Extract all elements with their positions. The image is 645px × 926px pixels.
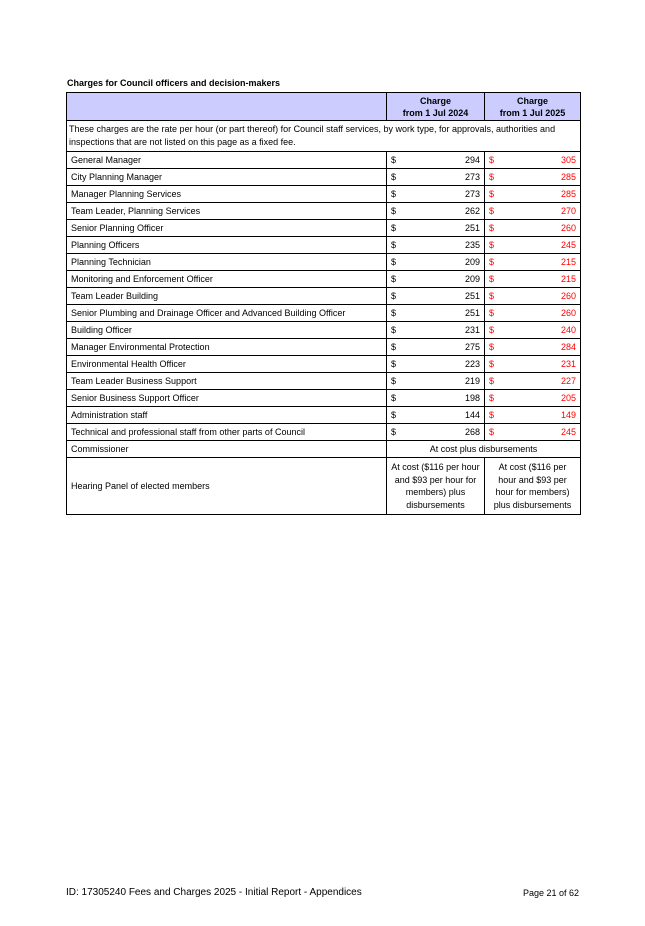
charge-2024-cell [387,220,485,237]
value-2025: 245 [560,240,576,250]
currency-symbol: $ [489,274,495,284]
currency-symbol: $ [489,206,495,216]
header-2025-line2: from 1 Jul 2025 [499,107,566,118]
row-label: Team Leader Business Support [67,373,387,390]
value-2024: 235 [464,240,480,250]
currency-symbol: $ [391,172,397,182]
amount-2025 [489,237,576,253]
commissioner-row [67,441,581,458]
currency-symbol: $ [391,274,397,284]
row-label: Manager Planning Services [67,186,387,203]
hearing-label: Hearing Panel of elected members [67,458,387,515]
amount-2024 [391,186,480,202]
amount-2024 [391,305,480,321]
commissioner-label: Commissioner [67,441,387,458]
currency-symbol: $ [489,393,495,403]
currency-symbol: $ [391,240,397,250]
amount-2024 [391,322,480,338]
value-2025: 284 [560,342,576,352]
table-row [67,322,581,339]
charge-2024-cell [387,237,485,254]
table-row [67,339,581,356]
table-header-row [67,93,581,121]
amount-2024 [391,390,480,406]
amount-2025 [489,254,576,270]
row-label: Team Leader Building [67,288,387,305]
currency-symbol: $ [391,393,397,403]
currency-symbol: $ [489,257,495,267]
hearing-2024-value: At cost ($116 per hour and $93 per hour for members) plus disbursements [387,458,485,515]
charge-2025-cell [485,322,581,339]
row-label: Environmental Health Officer [67,356,387,373]
currency-symbol: $ [489,342,495,352]
currency-symbol: $ [489,155,495,165]
currency-symbol: $ [489,240,495,250]
value-2025: 270 [560,206,576,216]
charge-2025-cell [485,271,581,288]
value-2025: 227 [560,376,576,386]
amount-2025 [489,288,576,304]
charge-2024-cell [387,254,485,271]
footer-page-number: Page 21 of 62 [523,888,580,898]
table-row [67,237,581,254]
amount-2024 [391,339,480,355]
table-row [67,203,581,220]
value-2024: 209 [464,257,480,267]
note-text: These charges are the rate per hour (or part thereof) for Council staff services, by work type, for approvals, authorities and inspections that are not listed on this page as a fixed fee. [67,121,581,152]
value-2025: 285 [560,172,576,182]
amount-2024 [391,254,480,270]
row-label: Planning Officers [67,237,387,254]
amount-2025 [489,305,576,321]
row-label: General Manager [67,152,387,169]
value-2024: 223 [464,359,480,369]
table-row [67,288,581,305]
charge-2025-cell [485,305,581,322]
currency-symbol: $ [391,206,397,216]
charge-2024-cell [387,305,485,322]
table-row [67,271,581,288]
row-label: Manager Environmental Protection [67,339,387,356]
currency-symbol: $ [489,223,495,233]
value-2024: 144 [464,410,480,420]
value-2025: 305 [560,155,576,165]
amount-2025 [489,203,576,219]
amount-2024 [391,237,480,253]
value-2025: 260 [560,308,576,318]
note-row [67,121,581,152]
charge-2025-cell [485,407,581,424]
amount-2024 [391,220,480,236]
table-row [67,186,581,203]
amount-2024 [391,203,480,219]
value-2024: 275 [464,342,480,352]
amount-2024 [391,271,480,287]
amount-2025 [489,271,576,287]
amount-2024 [391,373,480,389]
section-title: Charges for Council officers and decision-makers [67,78,281,88]
value-2024: 219 [464,376,480,386]
value-2025: 240 [560,325,576,335]
charge-2025-cell [485,339,581,356]
value-2025: 285 [560,189,576,199]
charge-2024-cell [387,152,485,169]
amount-2025 [489,339,576,355]
fees-table [66,92,581,515]
amount-2025 [489,186,576,202]
hearing-2025-value: At cost ($116 per hour and $93 per hour for members) plus disbursements [485,458,581,515]
value-2024: 273 [464,172,480,182]
row-label: Senior Business Support Officer [67,390,387,407]
row-label: Administration staff [67,407,387,424]
currency-symbol: $ [391,427,397,437]
charge-2025-cell [485,424,581,441]
row-label: City Planning Manager [67,169,387,186]
table-row [67,390,581,407]
charge-2025-cell [485,373,581,390]
table-row [67,305,581,322]
value-2024: 268 [464,427,480,437]
charge-2024-cell [387,169,485,186]
currency-symbol: $ [391,325,397,335]
charge-2025-cell [485,169,581,186]
currency-symbol: $ [489,427,495,437]
currency-symbol: $ [489,172,495,182]
amount-2024 [391,424,480,440]
value-2025: 245 [560,427,576,437]
header-2024-line1: Charge [419,95,451,106]
currency-symbol: $ [391,359,397,369]
amount-2025 [489,373,576,389]
hearing-panel-row [67,458,581,515]
currency-symbol: $ [489,291,495,301]
amount-2025 [489,356,576,372]
charge-2025-cell [485,220,581,237]
amount-2024 [391,288,480,304]
charge-2025-cell [485,186,581,203]
currency-symbol: $ [391,291,397,301]
charge-2025-cell [485,237,581,254]
table-row [67,254,581,271]
table-row [67,220,581,237]
amount-2025 [489,220,576,236]
charge-2024-cell [387,186,485,203]
currency-symbol: $ [391,257,397,267]
charge-2024-cell [387,424,485,441]
value-2024: 294 [464,155,480,165]
charge-2024-cell [387,356,485,373]
charge-2024-cell [387,288,485,305]
value-2025: 231 [560,359,576,369]
amount-2024 [391,169,480,185]
amount-2025 [489,322,576,338]
value-2025: 149 [560,410,576,420]
charge-2025-cell [485,254,581,271]
currency-symbol: $ [489,325,495,335]
row-label: Senior Planning Officer [67,220,387,237]
currency-symbol: $ [391,189,397,199]
value-2024: 231 [464,325,480,335]
value-2024: 251 [464,291,480,301]
charge-2025-cell [485,356,581,373]
value-2024: 209 [464,274,480,284]
value-2024: 251 [464,308,480,318]
row-label: Monitoring and Enforcement Officer [67,271,387,288]
amount-2024 [391,407,480,423]
charge-2024-cell [387,339,485,356]
charge-2025-cell [485,152,581,169]
charge-2024-cell [387,203,485,220]
row-label: Team Leader, Planning Services [67,203,387,220]
value-2025: 205 [560,393,576,403]
charge-2024-cell [387,373,485,390]
header-2024-line2: from 1 Jul 2024 [402,107,469,118]
header-charge-2024 [387,93,485,121]
header-blank-cell [67,93,387,121]
commissioner-value: At cost plus disbursements [387,441,581,458]
amount-2025 [489,152,576,168]
value-2024: 251 [464,223,480,233]
footer-document-id: ID: 17305240 Fees and Charges 2025 - Initial Report - Appendices [66,887,362,898]
charge-2025-cell [485,288,581,305]
currency-symbol: $ [489,376,495,386]
amount-2024 [391,152,480,168]
charge-2024-cell [387,407,485,424]
value-2024: 262 [464,206,480,216]
currency-symbol: $ [489,308,495,318]
currency-symbol: $ [391,410,397,420]
header-charge-2025 [485,93,581,121]
amount-2025 [489,407,576,423]
table-row [67,169,581,186]
table-row [67,373,581,390]
currency-symbol: $ [391,308,397,318]
fees-table-body [67,93,581,515]
value-2025: 260 [560,291,576,301]
currency-symbol: $ [489,359,495,369]
currency-symbol: $ [391,342,397,352]
row-label: Building Officer [67,322,387,339]
table-row [67,356,581,373]
amount-2025 [489,169,576,185]
value-2025: 215 [560,274,576,284]
amount-2025 [489,390,576,406]
amount-2024 [391,356,480,372]
table-row [67,424,581,441]
row-label: Senior Plumbing and Drainage Officer and Advanced Building Officer [67,305,387,322]
currency-symbol: $ [489,410,495,420]
header-2025-line1: Charge [516,95,548,106]
value-2025: 215 [560,257,576,267]
charge-2024-cell [387,390,485,407]
currency-symbol: $ [391,376,397,386]
amount-2025 [489,424,576,440]
charge-2024-cell [387,322,485,339]
charge-2024-cell [387,271,485,288]
table-row [67,407,581,424]
value-2024: 273 [464,189,480,199]
currency-symbol: $ [489,189,495,199]
row-label: Planning Technician [67,254,387,271]
currency-symbol: $ [391,223,397,233]
value-2024: 198 [464,393,480,403]
table-row [67,152,581,169]
row-label: Technical and professional staff from other parts of Council [67,424,387,441]
value-2025: 260 [560,223,576,233]
charge-2025-cell [485,390,581,407]
currency-symbol: $ [391,155,397,165]
charge-2025-cell [485,203,581,220]
